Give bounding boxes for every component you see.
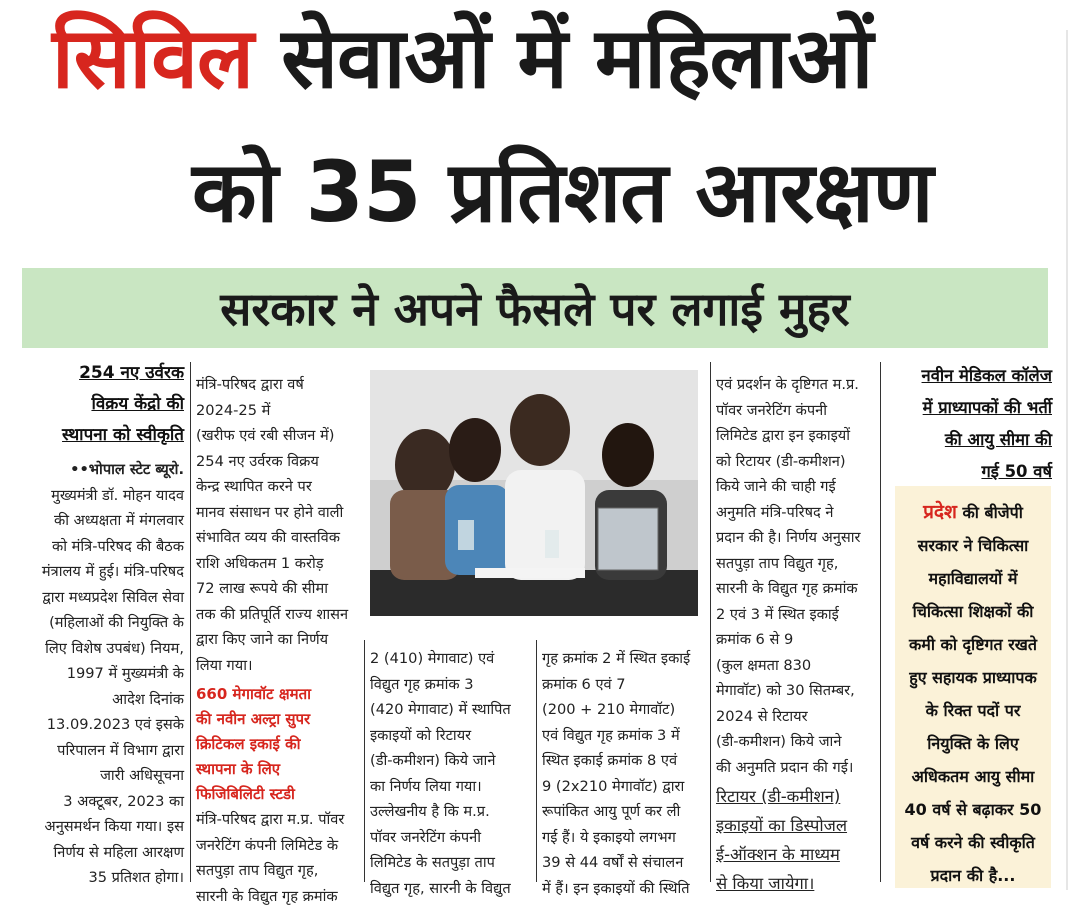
column-rule xyxy=(364,640,365,882)
text-line: स्थित इकाई क्रमांक 8 एवं xyxy=(542,748,708,774)
text-line: केन्द्र स्थापित करने पर xyxy=(196,474,362,500)
lead-word: प्रदेश xyxy=(923,501,957,523)
article-medical-college-heading xyxy=(886,360,1052,488)
column-rule xyxy=(536,640,537,882)
text-line: 3 अक्टूबर, 2023 का xyxy=(24,789,184,815)
text-line: कमी को दृष्टिगत रखते xyxy=(895,628,1051,661)
heading-line: स्थापना को स्वीकृति xyxy=(62,425,184,445)
text-line: राशि अधिकतम 1 करोड़ xyxy=(196,551,362,577)
text-line: मंत्रि-परिषद द्वारा वर्ष xyxy=(196,372,362,398)
text-line: का निर्णय लिया गया। xyxy=(370,774,534,800)
subhead-feasibility xyxy=(196,682,362,807)
column-rule xyxy=(880,362,881,882)
medical-college-box xyxy=(895,486,1051,888)
article-column-5 xyxy=(716,372,878,898)
photo-illustration xyxy=(370,370,698,616)
subhead-line: ई-ऑक्शन के माध्यम xyxy=(716,840,878,869)
text-line: मानव संसाधन पर होने वाली xyxy=(196,500,362,526)
text-line: वर्ष करने की स्वीकृति xyxy=(895,826,1051,859)
article-column-3 xyxy=(370,646,534,901)
text-line: 72 लाख रूपये की सीमा xyxy=(196,576,362,602)
headline-red-word: सिविल xyxy=(52,9,253,107)
text-line: की अध्यक्षता में मंगलवार xyxy=(24,508,184,534)
text-line: को रिटायर (डी-कमीशन) xyxy=(716,449,878,475)
text-line: 2024-25 में xyxy=(196,398,362,424)
subhead-disposal xyxy=(716,782,878,898)
article-column-4 xyxy=(542,646,708,901)
text-line: 35 प्रतिशत होगा। xyxy=(24,865,184,891)
text-line: पॉवर जनरेटिंग कंपनी xyxy=(370,825,534,851)
text-line: 254 नए उर्वरक विक्रय xyxy=(196,449,362,475)
subhead-line: रिटायर (डी-कमीशन) xyxy=(716,782,878,811)
text-line: उल्लेखनीय है कि म.प्र. xyxy=(370,799,534,825)
text-line: चिकित्सा शिक्षकों की xyxy=(895,595,1051,628)
heading-line: में प्राध्यापकों की भर्ती xyxy=(923,398,1052,417)
text-line: मंत्रि-परिषद द्वारा म.प्र. पॉवर xyxy=(196,807,362,833)
text-line: अनुसमर्थन किया गया। इस xyxy=(24,814,184,840)
text-line: क्रमांक 6 एवं 7 xyxy=(542,672,708,698)
text-line: आदेश दिनांक xyxy=(24,687,184,713)
text-line: (डी-कमीशन) किये जाने xyxy=(370,748,534,774)
text-line: मेगावॉट) को 30 सितम्बर, xyxy=(716,678,878,704)
text-line: सतपुड़ा ताप विद्युत गृह, xyxy=(716,551,878,577)
subhead-line: फिजिबिलिटी स्टडी xyxy=(196,782,362,807)
text-line: (महिलाओं की नियुक्ति के xyxy=(24,610,184,636)
text-line: सतपुड़ा ताप विद्युत गृह, xyxy=(196,858,362,884)
text-line: (डी-कमीशन) किये जाने xyxy=(716,729,878,755)
text-line: जनरेटिंग कंपनी लिमिटेड के xyxy=(196,833,362,859)
subheadline: सरकार ने अपने फैसले पर लगाई मुहर xyxy=(22,268,1048,348)
headline-black-words: सेवाओं में महिलाओं xyxy=(281,9,872,107)
heading-line: नवीन मेडिकल कॉलेज xyxy=(922,366,1052,385)
text-line: सारनी के विद्युत गृह क्रमांक xyxy=(196,884,362,909)
text-line: निर्णय से महिला आरक्षण xyxy=(24,840,184,866)
text-line: इकाइयों को रिटायर xyxy=(370,723,534,749)
text-line: द्वारा मध्यप्रदेश सिविल सेवा xyxy=(24,585,184,611)
text-line: महाविद्यालयों में xyxy=(895,562,1051,595)
text-line: 9 (2x210 मेगावॉट) द्वारा xyxy=(542,774,708,800)
text-line: सरकार ने चिकित्सा xyxy=(895,529,1051,562)
text-line: गृह क्रमांक 2 में स्थित इकाई xyxy=(542,646,708,672)
text-line: प्रदान की है... xyxy=(895,859,1051,892)
lead-line xyxy=(895,496,1051,529)
article-column-2 xyxy=(196,372,362,909)
headline-line-2: को 35 प्रतिशत आरक्षण xyxy=(192,150,933,234)
text-line: विद्युत गृह, सारनी के विद्युत xyxy=(370,876,534,902)
heading-line: विक्रय केंद्रो की xyxy=(91,394,184,414)
text-line: लिमिटेड द्वारा इन इकाइयों xyxy=(716,423,878,449)
text-line: में हैं। इन इकाइयों की स्थिति xyxy=(542,876,708,902)
column-rule xyxy=(190,362,191,882)
text-line: 40 वर्ष से बढ़ाकर 50 xyxy=(895,793,1051,826)
text-line: हुए सहायक प्राध्यापक xyxy=(895,661,1051,694)
text-line: एवं प्रदर्शन के दृष्टिगत म.प्र. xyxy=(716,372,878,398)
subhead-line: इकाइयों का डिस्पोजल xyxy=(716,811,878,840)
text-line: (कुल क्षमता 830 xyxy=(716,653,878,679)
text-line: (खरीफ एवं रबी सीजन में) xyxy=(196,423,362,449)
news-photo xyxy=(370,370,698,616)
heading-line: गई 50 वर्ष xyxy=(981,462,1052,481)
headline-line-1 xyxy=(52,16,872,100)
text-line: प्रदान की है। निर्णय अनुसार xyxy=(716,525,878,551)
text-line: के रिक्त पदों पर xyxy=(895,694,1051,727)
dateline: ••भोपाल स्टेट ब्यूरो. xyxy=(24,457,184,483)
text-line: किये जाने की चाही गई xyxy=(716,474,878,500)
subhead-line: स्थापना के लिए xyxy=(196,757,362,782)
text-line: अधिकतम आयु सीमा xyxy=(895,760,1051,793)
text-line: जारी अधिसूचना xyxy=(24,763,184,789)
text-line: गई हैं। ये इकाइयो लगभग xyxy=(542,825,708,851)
text-line: को मंत्रि-परिषद की बैठक xyxy=(24,534,184,560)
subhead-line: क्रिटिकल इकाई की xyxy=(196,732,362,757)
text-line: संभावित व्यय की वास्तविक xyxy=(196,525,362,551)
text-line: क्रमांक 6 से 9 xyxy=(716,627,878,653)
text-line: 39 से 44 वर्षों से संचालन xyxy=(542,850,708,876)
text-fragment: की बीजेपी xyxy=(957,503,1023,522)
subhead-line: से किया जायेगा। xyxy=(716,869,878,898)
text-line: की अनुमति प्रदान की गई। xyxy=(716,755,878,781)
article-fertilizer-heading xyxy=(24,358,184,451)
text-line: (420 मेगावाट) में स्थापित xyxy=(370,697,534,723)
text-line: सारनी के विद्युत गृह क्रमांक xyxy=(716,576,878,602)
text-line: 2024 से रिटायर xyxy=(716,704,878,730)
text-line: 2 (410) मेगावाट) एवं xyxy=(370,646,534,672)
text-line: रूपांकित आयु पूर्ण कर ली xyxy=(542,799,708,825)
text-line: 13.09.2023 एवं इसके xyxy=(24,712,184,738)
heading-line: की आयु सीमा की xyxy=(945,430,1052,449)
text-line: 1997 में मुख्यमंत्री के xyxy=(24,661,184,687)
text-line: मुख्यमंत्री डॉ. मोहन यादव xyxy=(24,483,184,509)
article-fertilizer xyxy=(24,358,184,891)
page-edge xyxy=(1066,30,1068,890)
text-line: पॉवर जनरेटिंग कंपनी xyxy=(716,398,878,424)
text-line: नियुक्ति के लिए xyxy=(895,727,1051,760)
text-line: विद्युत गृह क्रमांक 3 xyxy=(370,672,534,698)
heading-line: 254 नए उर्वरक xyxy=(79,363,184,383)
text-line: लिमिटेड के सतपुड़ा ताप xyxy=(370,850,534,876)
text-line: तक की प्रतिपूर्ति राज्य शासन xyxy=(196,602,362,628)
text-line: 2 एवं 3 में स्थित इकाई xyxy=(716,602,878,628)
text-line: लिए विशेष उपबंध) नियम, xyxy=(24,636,184,662)
text-line: परिपालन में विभाग द्वारा xyxy=(24,738,184,764)
text-line: लिया गया। xyxy=(196,653,362,679)
text-line: (200 + 210 मेगावॉट) xyxy=(542,697,708,723)
column-rule xyxy=(710,362,711,882)
subhead-line: की नवीन अल्ट्रा सुपर xyxy=(196,707,362,732)
text-line: द्वारा किए जाने का निर्णय xyxy=(196,627,362,653)
subhead-line: 660 मेगावॉट क्षमता xyxy=(196,682,362,707)
text-line: मंत्रालय में हुई। मंत्रि-परिषद xyxy=(24,559,184,585)
text-line: एवं विद्युत गृह क्रमांक 3 में xyxy=(542,723,708,749)
text-line: अनुमति मंत्रि-परिषद ने xyxy=(716,500,878,526)
